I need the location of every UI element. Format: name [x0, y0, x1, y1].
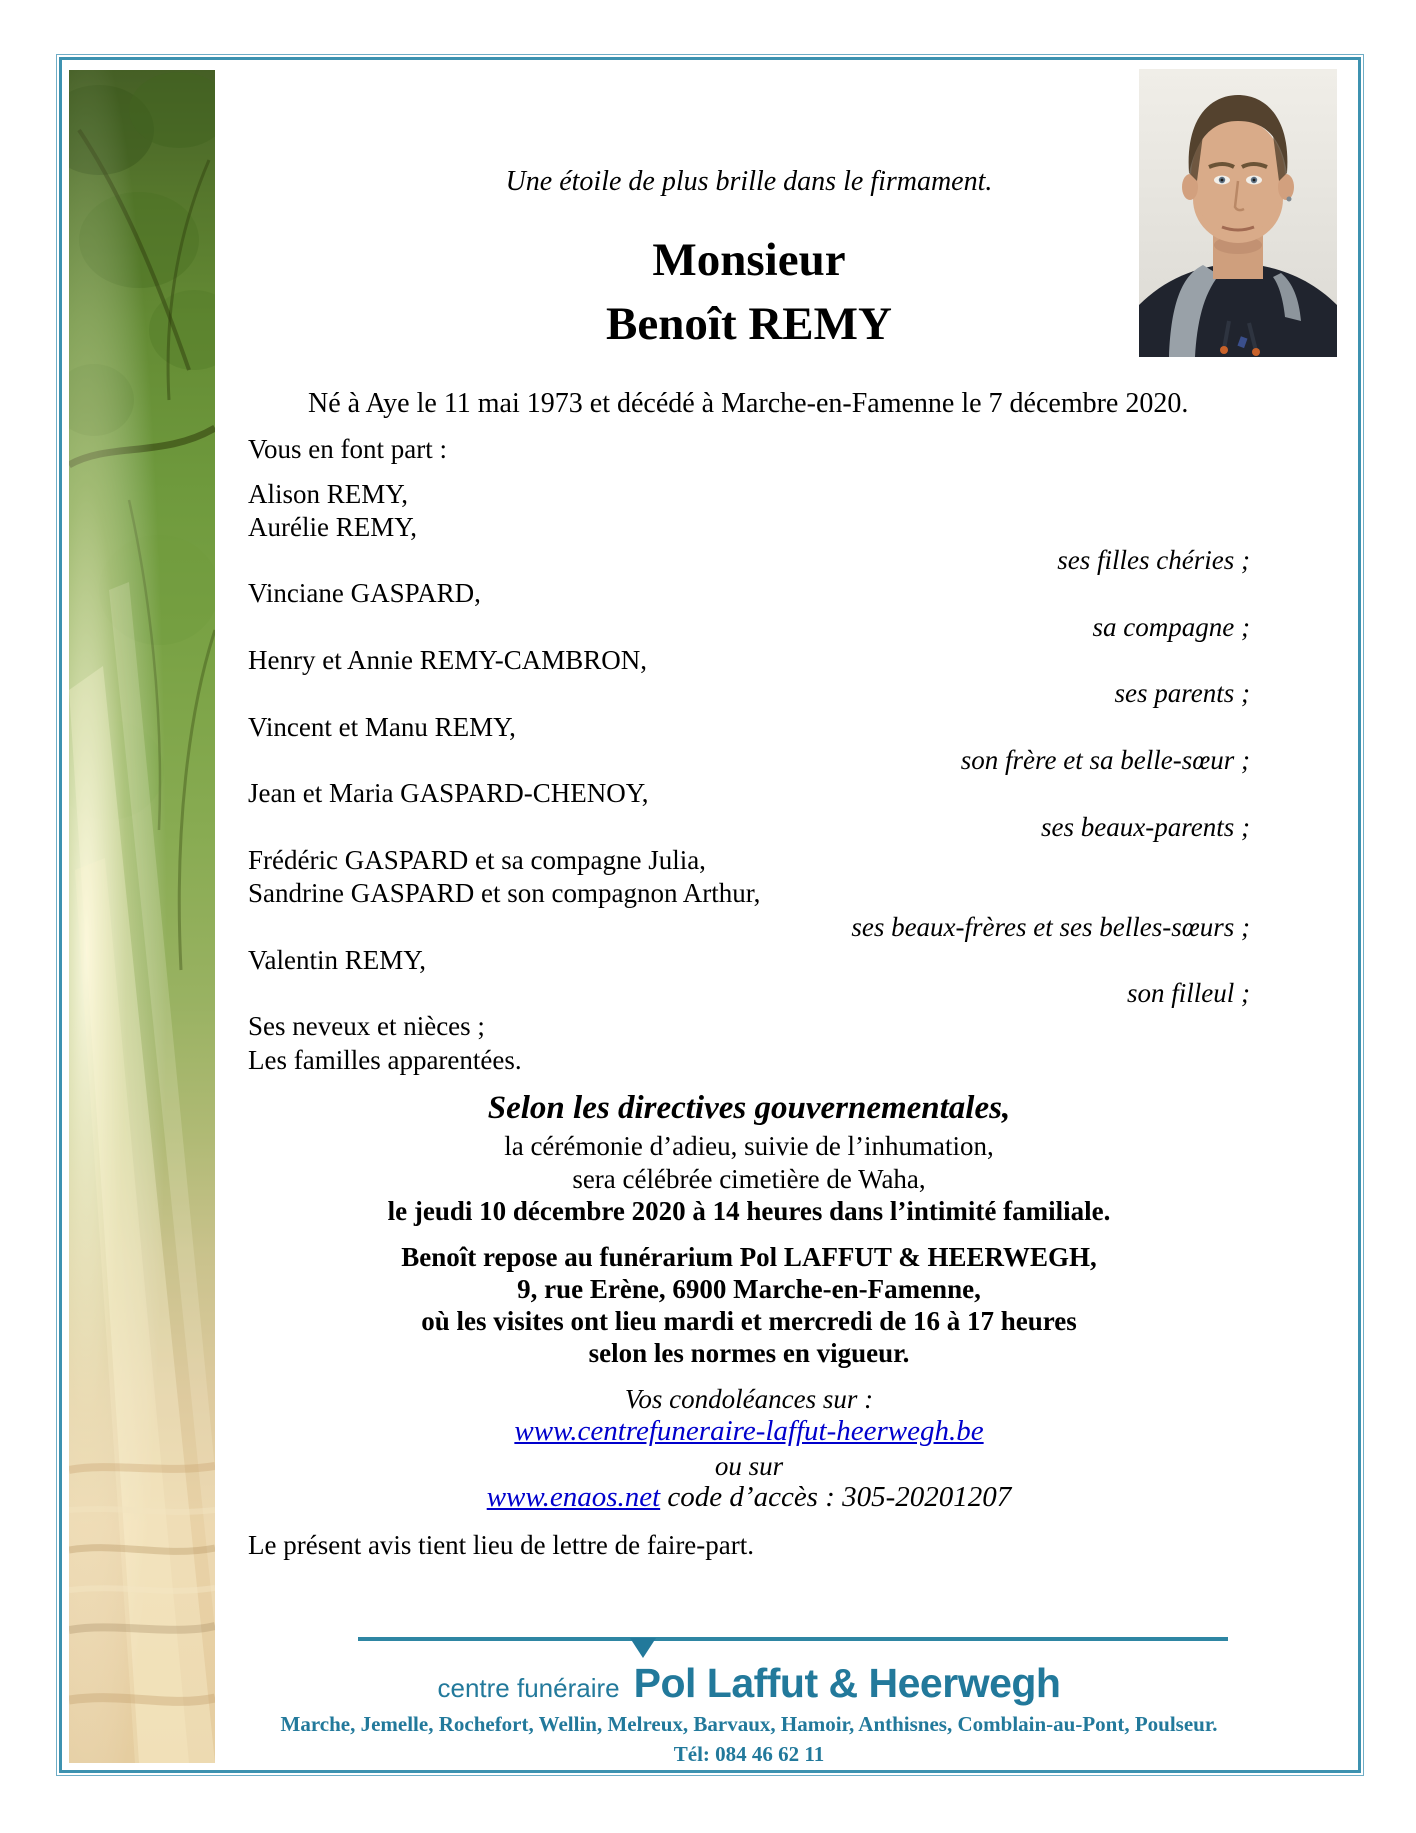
family-member-name: Aurélie REMY,	[248, 512, 417, 542]
family-member-name: Frédéric GASPARD et sa compagne Julia,	[248, 845, 706, 875]
condolences-link-row	[248, 1415, 1250, 1448]
footer-cities: Marche, Jemelle, Rochefort, Wellin, Melreux, Barvaux, Hamoir, Anthisnes, Comblain-au-Pont, Poulseur.	[280, 1712, 1218, 1736]
logo-prefix: centre funéraire	[437, 1673, 620, 1703]
ceremony-line: sera célébrée cimetière de Waha,	[572, 1164, 926, 1194]
footer-phone: Tél: 084 46 62 11	[673, 1742, 825, 1766]
access-code: code d’accès : 305-20201207	[667, 1481, 1012, 1513]
announcement-intro: Vous en font part :	[248, 434, 447, 464]
visit-hours-line: où les visites ont lieu mardi et mercredi de 16 à 17 heures	[421, 1306, 1077, 1336]
forest-path-illustration	[69, 70, 215, 1763]
relationship-label: ses parents ;	[1114, 678, 1250, 708]
repose-line: selon les normes en vigueur.	[588, 1338, 910, 1368]
relationship-label: ses filles chéries ;	[1057, 545, 1250, 575]
title-honorific: Monsieur	[652, 234, 846, 286]
repose-address: 9, rue Erène, 6900 Marche-en-Famenne,	[517, 1274, 981, 1304]
condolences-intro: Vos condoléances sur :	[624, 1384, 874, 1414]
family-member-name: Vincent et Manu REMY,	[248, 712, 516, 742]
funeral-home-website-link[interactable]: www.centrefuneraire-laffut-heerwegh.be	[514, 1415, 984, 1447]
relationship-label: son frère et sa belle-sœur ;	[960, 745, 1250, 775]
logo-name-wrap	[634, 1660, 1061, 1707]
other-announcers: Ses neveux et nièces ;	[248, 1011, 485, 1041]
epigraph: Une étoile de plus brille dans le firmament.	[505, 166, 993, 197]
family-member-name: Jean et Maria GASPARD-CHENOY,	[248, 778, 649, 808]
repose-line: Benoît repose au funérarium Pol LAFFUT & HEERWEGH,	[401, 1242, 1097, 1272]
family-member-name: Alison REMY,	[248, 479, 409, 509]
other-announcers: Les familles apparentées.	[248, 1045, 522, 1075]
family-member-name: Henry et Annie REMY-CAMBRON,	[248, 645, 647, 675]
birth-death-line: Né à Aye le 11 mai 1973 et décédé à Marche-en-Famenne le 7 décembre 2020.	[308, 388, 1189, 419]
footer-divider	[358, 1637, 1228, 1641]
forest-path-photo	[69, 70, 215, 1763]
enaos-row	[248, 1481, 1250, 1514]
closing-line: Le présent avis tient lieu de lettre de faire-part.	[248, 1530, 755, 1560]
family-member-name: Vinciane GASPARD,	[248, 578, 481, 608]
relationship-label: son filleul ;	[1127, 978, 1250, 1008]
relationship-label: ses beaux-parents ;	[1041, 812, 1250, 842]
ceremony-line: la cérémonie d’adieu, suivie de l’inhumation,	[504, 1131, 994, 1161]
enaos-website-link[interactable]: www.enaos.net	[486, 1481, 661, 1513]
deceased-title	[248, 228, 1250, 356]
funeral-home-logo	[248, 1660, 1250, 1707]
deceased-name: Benoît REMY	[606, 298, 892, 350]
relationship-label: sa compagne ;	[1092, 612, 1250, 642]
logo-name: Pol Laffut & Heerwegh	[633, 1660, 1061, 1706]
ceremony-date-line: le jeudi 10 décembre 2020 à 14 heures dans l’intimité familiale.	[387, 1196, 1111, 1226]
relationship-label: ses beaux-frères et ses belles-sœurs ;	[851, 912, 1250, 942]
ceremony-directives: Selon les directives gouvernementales,	[487, 1090, 1011, 1126]
logo-triangle-icon	[630, 1638, 656, 1658]
family-member-name: Sandrine GASPARD et son compagnon Arthur,	[248, 878, 761, 908]
family-member-name: Valentin REMY,	[248, 945, 427, 975]
condolences-or: ou sur	[714, 1451, 784, 1481]
